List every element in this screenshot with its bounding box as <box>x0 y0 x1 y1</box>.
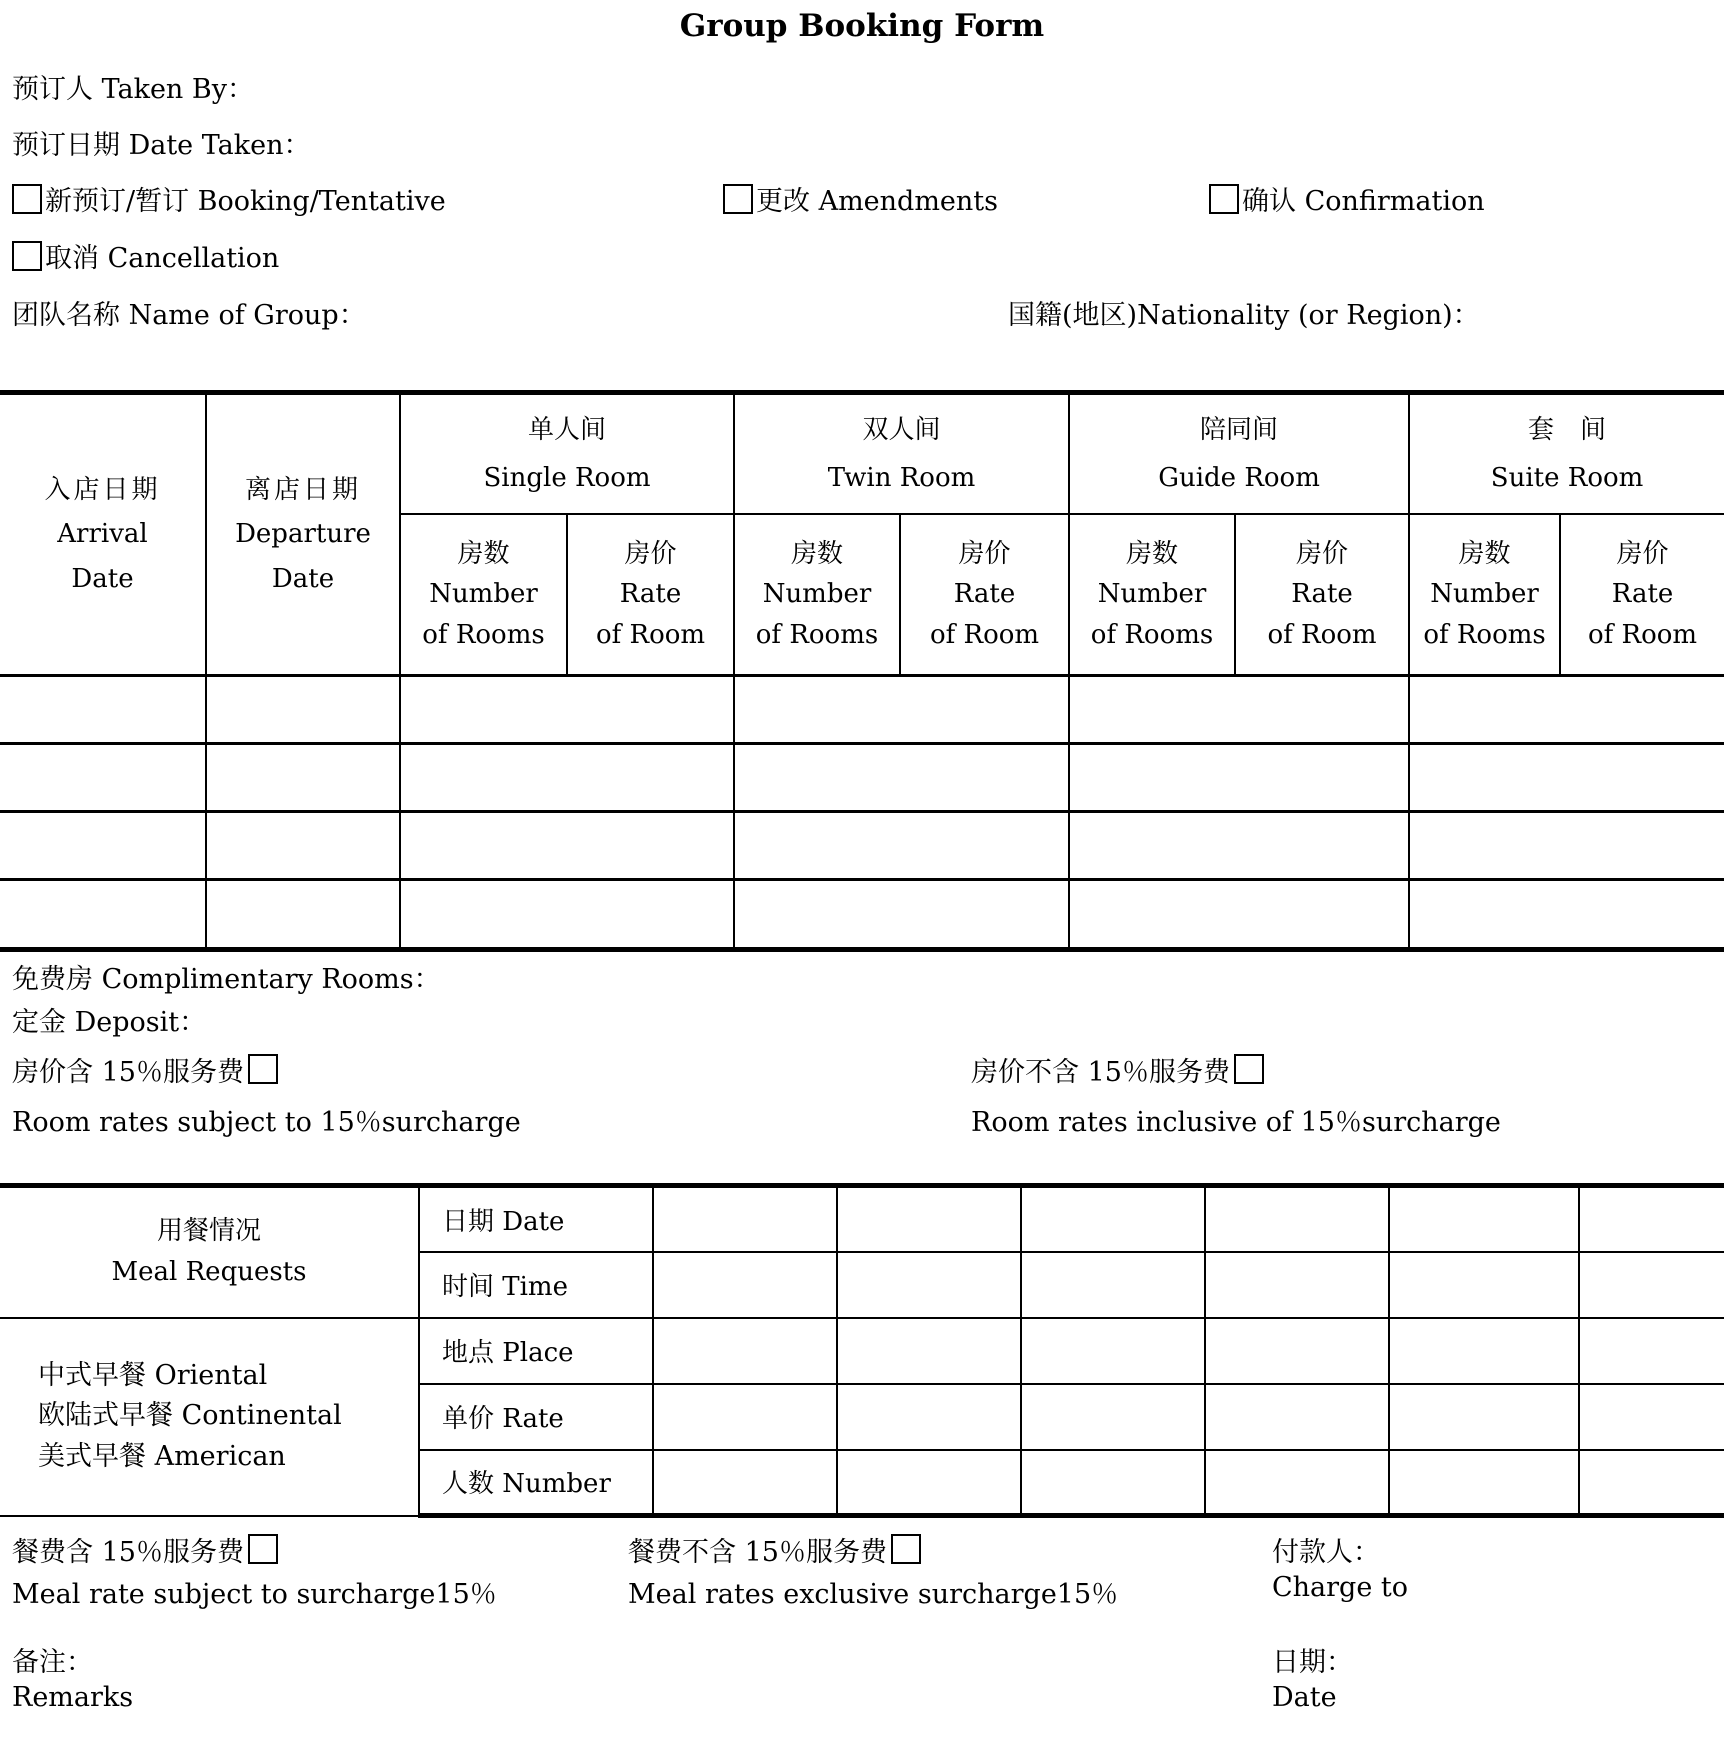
meal-table-empty-cell[interactable] <box>653 1318 837 1384</box>
option-cancellation <box>12 236 279 275</box>
meal-exclusive-en: Meal rates exclusive surcharge15％ <box>628 1579 1119 1610</box>
meal-requests-zh: 用餐情况 <box>156 1215 261 1246</box>
room-table-row <box>0 812 1724 880</box>
meal-subject-line <box>12 1530 278 1569</box>
meal-table-empty-cell[interactable] <box>1389 1318 1579 1384</box>
room-table-empty-cell[interactable] <box>0 812 206 880</box>
meal-table-empty-cell[interactable] <box>1021 1186 1205 1252</box>
breakfast-american: 美式早餐 American <box>38 1440 286 1472</box>
room-table-empty-cell[interactable] <box>400 744 734 812</box>
breakfast-continental: 欧陆式早餐 Continental <box>38 1400 342 1432</box>
room-table-empty-cell[interactable] <box>1069 812 1409 880</box>
guide-room-en: Guide Room <box>1158 463 1320 494</box>
departure-date-header <box>206 393 400 676</box>
meal-requests-en: Meal Requests <box>111 1257 307 1288</box>
meal-table-empty-cell[interactable] <box>1389 1384 1579 1450</box>
meal-table-empty-cell[interactable] <box>1021 1318 1205 1384</box>
meal-subject-zh: 餐费含 15％服务费 <box>12 1537 244 1568</box>
arrival-date-zh: 入店日期 <box>44 475 161 506</box>
twin-room-zh: 双人间 <box>862 415 941 446</box>
nationality-field: 国籍(地区)Nationality (or Region)： <box>1008 300 1480 331</box>
option-confirmation <box>1209 179 1485 218</box>
rates-inclusive-zh: 房价不含 15％服务费 <box>971 1057 1230 1088</box>
room-table-empty-cell[interactable] <box>1409 880 1724 950</box>
room-table-empty-cell[interactable] <box>1069 744 1409 812</box>
cancellation-label: 取消 Cancellation <box>45 243 280 274</box>
meal-table-empty-cell[interactable] <box>837 1252 1021 1318</box>
meal-table-empty-cell[interactable] <box>1579 1252 1724 1318</box>
suite-room-header <box>1409 393 1724 515</box>
room-table-empty-cell[interactable] <box>0 744 206 812</box>
room-table-empty-cell[interactable] <box>1409 744 1724 812</box>
room-table-empty-cell[interactable] <box>206 676 400 744</box>
twin-room-en: Twin Room <box>827 463 976 494</box>
meal-row-label-number: 人数 Number <box>419 1450 653 1516</box>
guide-room-header <box>1069 393 1409 515</box>
date-en-field: Date <box>1272 1682 1337 1713</box>
suite-rate-header: 房价 Rate of Room <box>1560 514 1724 675</box>
date-zh-field: 日期： <box>1272 1647 1353 1678</box>
meal-exclusive-checkbox[interactable] <box>891 1534 921 1564</box>
arrival-date-en2: Date <box>71 563 134 594</box>
room-table-empty-cell[interactable] <box>1069 676 1409 744</box>
twin-room-header <box>734 393 1069 515</box>
room-table-empty-cell[interactable] <box>206 744 400 812</box>
option-booking-tentative <box>12 179 446 218</box>
meal-table-empty-cell[interactable] <box>1389 1186 1579 1252</box>
meal-table-empty-cell[interactable] <box>1205 1252 1389 1318</box>
amendments-checkbox[interactable] <box>723 184 753 214</box>
breakfast-oriental: 中式早餐 Oriental <box>38 1359 268 1391</box>
breakfast-types-cell <box>0 1318 419 1516</box>
suite-number-header: 房数 Number of Rooms <box>1409 514 1560 675</box>
single-rate-header: 房价 Rate of Room <box>567 514 734 675</box>
meal-table-empty-cell[interactable] <box>1205 1186 1389 1252</box>
rates-subject-checkbox[interactable] <box>248 1054 278 1084</box>
charge-to-en-field: Charge to <box>1272 1572 1409 1603</box>
guide-number-header: 房数 Number of Rooms <box>1069 514 1235 675</box>
suite-room-en: Suite Room <box>1490 463 1644 494</box>
arrival-date-en1: Arrival <box>57 519 148 550</box>
room-table-empty-cell[interactable] <box>0 676 206 744</box>
room-table-header-row1 <box>0 393 1724 515</box>
room-table-empty-cell[interactable] <box>206 812 400 880</box>
room-table-empty-cell[interactable] <box>400 812 734 880</box>
meal-table-empty-cell[interactable] <box>1389 1252 1579 1318</box>
charge-to-zh-field: 付款人： <box>1272 1537 1380 1568</box>
name-of-group-field: 团队名称 Name of Group： <box>12 300 366 331</box>
twin-number-header: 房数 Number of Rooms <box>734 514 900 675</box>
single-room-en: Single Room <box>483 463 651 494</box>
meal-row-label-rate: 单价 Rate <box>419 1384 653 1450</box>
meal-table-empty-cell[interactable] <box>1205 1450 1389 1516</box>
meal-row-label-date: 日期 Date <box>419 1186 653 1252</box>
guide-room-zh: 陪同间 <box>1200 415 1279 446</box>
remarks-en-field: Remarks <box>12 1682 134 1713</box>
meal-subject-en: Meal rate subject to surcharge15％ <box>12 1579 497 1610</box>
suite-room-zh: 套 间 <box>1528 415 1607 446</box>
rates-inclusive-checkbox[interactable] <box>1234 1054 1264 1084</box>
meal-requests-header <box>0 1186 419 1318</box>
twin-rate-header: 房价 Rate of Room <box>900 514 1069 675</box>
arrival-date-header <box>0 393 206 676</box>
rates-subject-line <box>12 1050 278 1089</box>
room-table-empty-cell[interactable] <box>734 744 1069 812</box>
booking-tentative-checkbox[interactable] <box>12 184 42 214</box>
meal-table-empty-cell[interactable] <box>1579 1186 1724 1252</box>
rates-inclusive-en: Room rates inclusive of 15％surcharge <box>971 1107 1501 1138</box>
departure-date-en1: Departure <box>235 519 371 550</box>
page-title: Group Booking Form <box>679 8 1045 44</box>
room-table-row <box>0 880 1724 950</box>
room-table-empty-cell[interactable] <box>206 880 400 950</box>
meal-table-empty-cell[interactable] <box>653 1450 837 1516</box>
room-table-empty-cell[interactable] <box>0 880 206 950</box>
option-amendments <box>723 179 998 218</box>
rates-subject-en: Room rates subject to 15％surcharge <box>12 1107 521 1138</box>
meal-table-empty-cell[interactable] <box>837 1186 1021 1252</box>
room-table-empty-cell[interactable] <box>734 676 1069 744</box>
single-room-zh: 单人间 <box>527 415 606 446</box>
meal-table-empty-cell[interactable] <box>837 1384 1021 1450</box>
confirmation-label: 确认 Confirmation <box>1242 186 1485 217</box>
room-table-empty-cell[interactable] <box>1409 676 1724 744</box>
meal-table-row-date <box>0 1186 1724 1252</box>
meal-table-row-place <box>0 1318 1724 1384</box>
meal-exclusive-zh: 餐费不含 15％服务费 <box>628 1537 887 1568</box>
meal-table-empty-cell[interactable] <box>1579 1384 1724 1450</box>
meal-table-empty-cell[interactable] <box>653 1384 837 1450</box>
meal-row-label-time: 时间 Time <box>419 1252 653 1318</box>
meal-table-empty-cell[interactable] <box>1579 1450 1724 1516</box>
rates-inclusive-line <box>971 1050 1264 1089</box>
meal-table-empty-cell[interactable] <box>1205 1318 1389 1384</box>
remarks-zh-field: 备注： <box>12 1647 93 1678</box>
room-table-empty-cell[interactable] <box>734 812 1069 880</box>
meal-table-empty-cell[interactable] <box>837 1450 1021 1516</box>
meal-table-empty-cell[interactable] <box>1021 1384 1205 1450</box>
room-table-empty-cell[interactable] <box>400 880 734 950</box>
date-taken-field: 预订日期 Date Taken： <box>12 130 311 161</box>
meal-subject-checkbox[interactable] <box>248 1534 278 1564</box>
deposit-field: 定金 Deposit： <box>12 1007 207 1038</box>
meal-row-label-place: 地点 Place <box>419 1318 653 1384</box>
single-room-header <box>400 393 734 515</box>
cancellation-checkbox[interactable] <box>12 241 42 271</box>
booking-tentative-label: 新预订/暂订 Booking/Tentative <box>45 186 446 217</box>
room-table-empty-cell[interactable] <box>1069 880 1409 950</box>
meal-table-empty-cell[interactable] <box>1579 1318 1724 1384</box>
meal-table-empty-cell[interactable] <box>1021 1450 1205 1516</box>
room-table-empty-cell[interactable] <box>1409 812 1724 880</box>
confirmation-checkbox[interactable] <box>1209 184 1239 214</box>
room-table-row <box>0 676 1724 744</box>
rates-subject-zh: 房价含 15％服务费 <box>12 1057 244 1088</box>
meal-table-empty-cell[interactable] <box>1021 1252 1205 1318</box>
meal-table-empty-cell[interactable] <box>1205 1384 1389 1450</box>
departure-date-zh: 离店日期 <box>244 475 361 506</box>
meal-table-empty-cell[interactable] <box>837 1318 1021 1384</box>
amendments-label: 更改 Amendments <box>756 186 999 217</box>
room-table-empty-cell[interactable] <box>734 880 1069 950</box>
taken-by-field: 预订人 Taken By： <box>12 74 254 105</box>
complimentary-rooms-field: 免费房 Complimentary Rooms： <box>12 964 441 995</box>
single-number-header: 房数 Number of Rooms <box>400 514 567 675</box>
guide-rate-header: 房价 Rate of Room <box>1235 514 1409 675</box>
meal-table <box>0 1183 1724 1518</box>
meal-exclusive-line <box>628 1530 921 1569</box>
room-table-row <box>0 744 1724 812</box>
meal-table-empty-cell[interactable] <box>1389 1450 1579 1516</box>
departure-date-en2: Date <box>271 563 335 594</box>
meal-table-empty-cell[interactable] <box>653 1186 837 1252</box>
room-table-empty-cell[interactable] <box>400 676 734 744</box>
room-table <box>0 390 1724 952</box>
meal-table-empty-cell[interactable] <box>653 1252 837 1318</box>
